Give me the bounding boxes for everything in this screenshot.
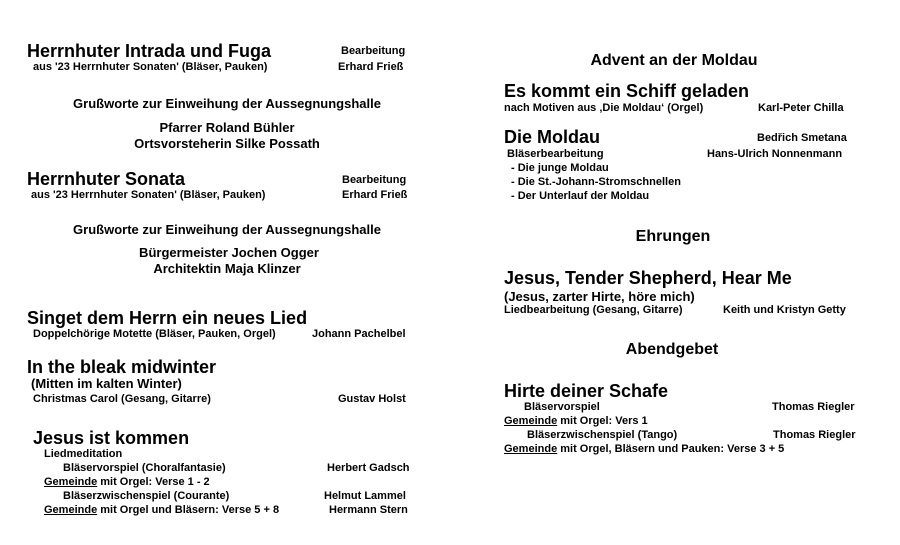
abendgebet-heading: Abendgebet bbox=[625, 341, 719, 358]
greeting2-speaker2: Architektin Maja Klinzer bbox=[153, 261, 301, 276]
schiff-detail: nach Motiven aus ‚Die Moldau‘ (Orgel) bbox=[504, 102, 704, 114]
moldau-arranger: Hans-Ulrich Nonnenmann bbox=[707, 148, 843, 160]
moldau-detail: Bläserbearbeitung bbox=[507, 148, 604, 160]
shepherd-title: Jesus, Tender Shepherd, Hear Me bbox=[504, 268, 792, 288]
greeting1-speaker2: Ortsvorsteherin Silke Possath bbox=[134, 136, 320, 151]
hirte-line4-underlined: Gemeinde bbox=[504, 443, 558, 455]
singet-title: Singet dem Herrn ein neues Lied bbox=[27, 308, 308, 328]
greeting1-title: Grußworte zur Einweihung der Aussegnungshalle bbox=[73, 96, 381, 111]
hirte-line2-rest: mit Orgel: Vers 1 bbox=[557, 415, 648, 427]
jesus-title: Jesus ist kommen bbox=[33, 428, 190, 448]
shepherd-detail: Liedbearbeitung (Gesang, Gitarre) bbox=[504, 304, 683, 316]
jesus-line4-rest: mit Orgel und Bläsern: Verse 5 + 8 bbox=[97, 504, 280, 516]
hirte-line3: Bläserzwischenspiel (Tango) bbox=[527, 429, 678, 441]
jesus-line4 bbox=[44, 505, 279, 516]
jesus-line4-underlined: Gemeinde bbox=[44, 504, 98, 516]
jesus-line1: Bläservorspiel (Choralfantasie) bbox=[63, 462, 226, 474]
schiff-composer: Karl-Peter Chilla bbox=[758, 102, 844, 114]
intrada-source: aus '23 Herrnhuter Sonaten' (Bläser, Pauken) bbox=[33, 61, 268, 73]
intrada-title: Herrnhuter Intrada und Fuga bbox=[27, 41, 272, 61]
hirte-line4-rest: mit Orgel, Bläsern und Pauken: Verse 3 + 5 bbox=[557, 443, 785, 455]
bleak-title: In the bleak midwinter bbox=[27, 357, 217, 377]
singet-detail: Doppelchörige Motette (Bläser, Pauken, Orgel) bbox=[33, 328, 276, 340]
moldau-item: - Die St.-Johann-Stromschnellen bbox=[511, 176, 681, 188]
intrada-arranger: Erhard Frieß bbox=[338, 61, 404, 73]
hirte-line2-underlined: Gemeinde bbox=[504, 415, 558, 427]
jesus-composer1: Herbert Gadsch bbox=[327, 462, 410, 474]
jesus-composer4: Hermann Stern bbox=[329, 504, 408, 516]
jesus-composer3: Helmut Lammel bbox=[324, 490, 406, 502]
hirte-title: Hirte deiner Schafe bbox=[504, 381, 669, 401]
singet-composer: Johann Pachelbel bbox=[312, 328, 406, 340]
bleak-composer: Gustav Holst bbox=[338, 393, 406, 405]
moldau-title: Die Moldau bbox=[504, 127, 601, 147]
moldau-composer: Bedřich Smetana bbox=[757, 132, 847, 144]
sonata-title: Herrnhuter Sonata bbox=[27, 169, 186, 189]
hirte-composer3: Thomas Riegler bbox=[773, 429, 856, 441]
shepherd-composer: Keith und Kristyn Getty bbox=[723, 304, 846, 316]
jesus-line2 bbox=[44, 477, 210, 488]
hirte-line4 bbox=[504, 444, 784, 455]
shepherd-subtitle: (Jesus, zarter Hirte, höre mich) bbox=[504, 289, 695, 304]
sonata-role: Bearbeitung bbox=[342, 174, 407, 186]
sonata-source: aus '23 Herrnhuter Sonaten' (Bläser, Pauken) bbox=[31, 189, 266, 201]
hirte-composer1: Thomas Riegler bbox=[772, 401, 855, 413]
jesus-line2-rest: mit Orgel: Verse 1 - 2 bbox=[97, 476, 210, 488]
bleak-subtitle: (Mitten im kalten Winter) bbox=[31, 376, 182, 391]
schiff-title: Es kommt ein Schiff geladen bbox=[504, 81, 750, 101]
jesus-line2-underlined: Gemeinde bbox=[44, 476, 98, 488]
intrada-role: Bearbeitung bbox=[341, 45, 406, 57]
moldau-item: - Die junge Moldau bbox=[511, 162, 609, 174]
hirte-line1: Bläservorspiel bbox=[524, 401, 600, 413]
greeting2-title: Grußworte zur Einweihung der Aussegnungshalle bbox=[73, 222, 381, 237]
hirte-line2 bbox=[504, 416, 648, 427]
moldau-item: - Der Unterlauf der Moldau bbox=[511, 190, 650, 202]
sonata-arranger: Erhard Frieß bbox=[342, 189, 408, 201]
bleak-detail: Christmas Carol (Gesang, Gitarre) bbox=[33, 393, 211, 405]
jesus-line3: Bläserzwischenspiel (Courante) bbox=[63, 490, 230, 502]
greeting2-speaker1: Bürgermeister Jochen Ogger bbox=[139, 245, 319, 260]
greeting1-speaker1: Pfarrer Roland Bühler bbox=[159, 120, 295, 135]
ehrungen-heading: Ehrungen bbox=[635, 228, 711, 245]
jesus-type: Liedmeditation bbox=[44, 448, 123, 460]
advent-heading: Advent an der Moldau bbox=[590, 52, 758, 69]
